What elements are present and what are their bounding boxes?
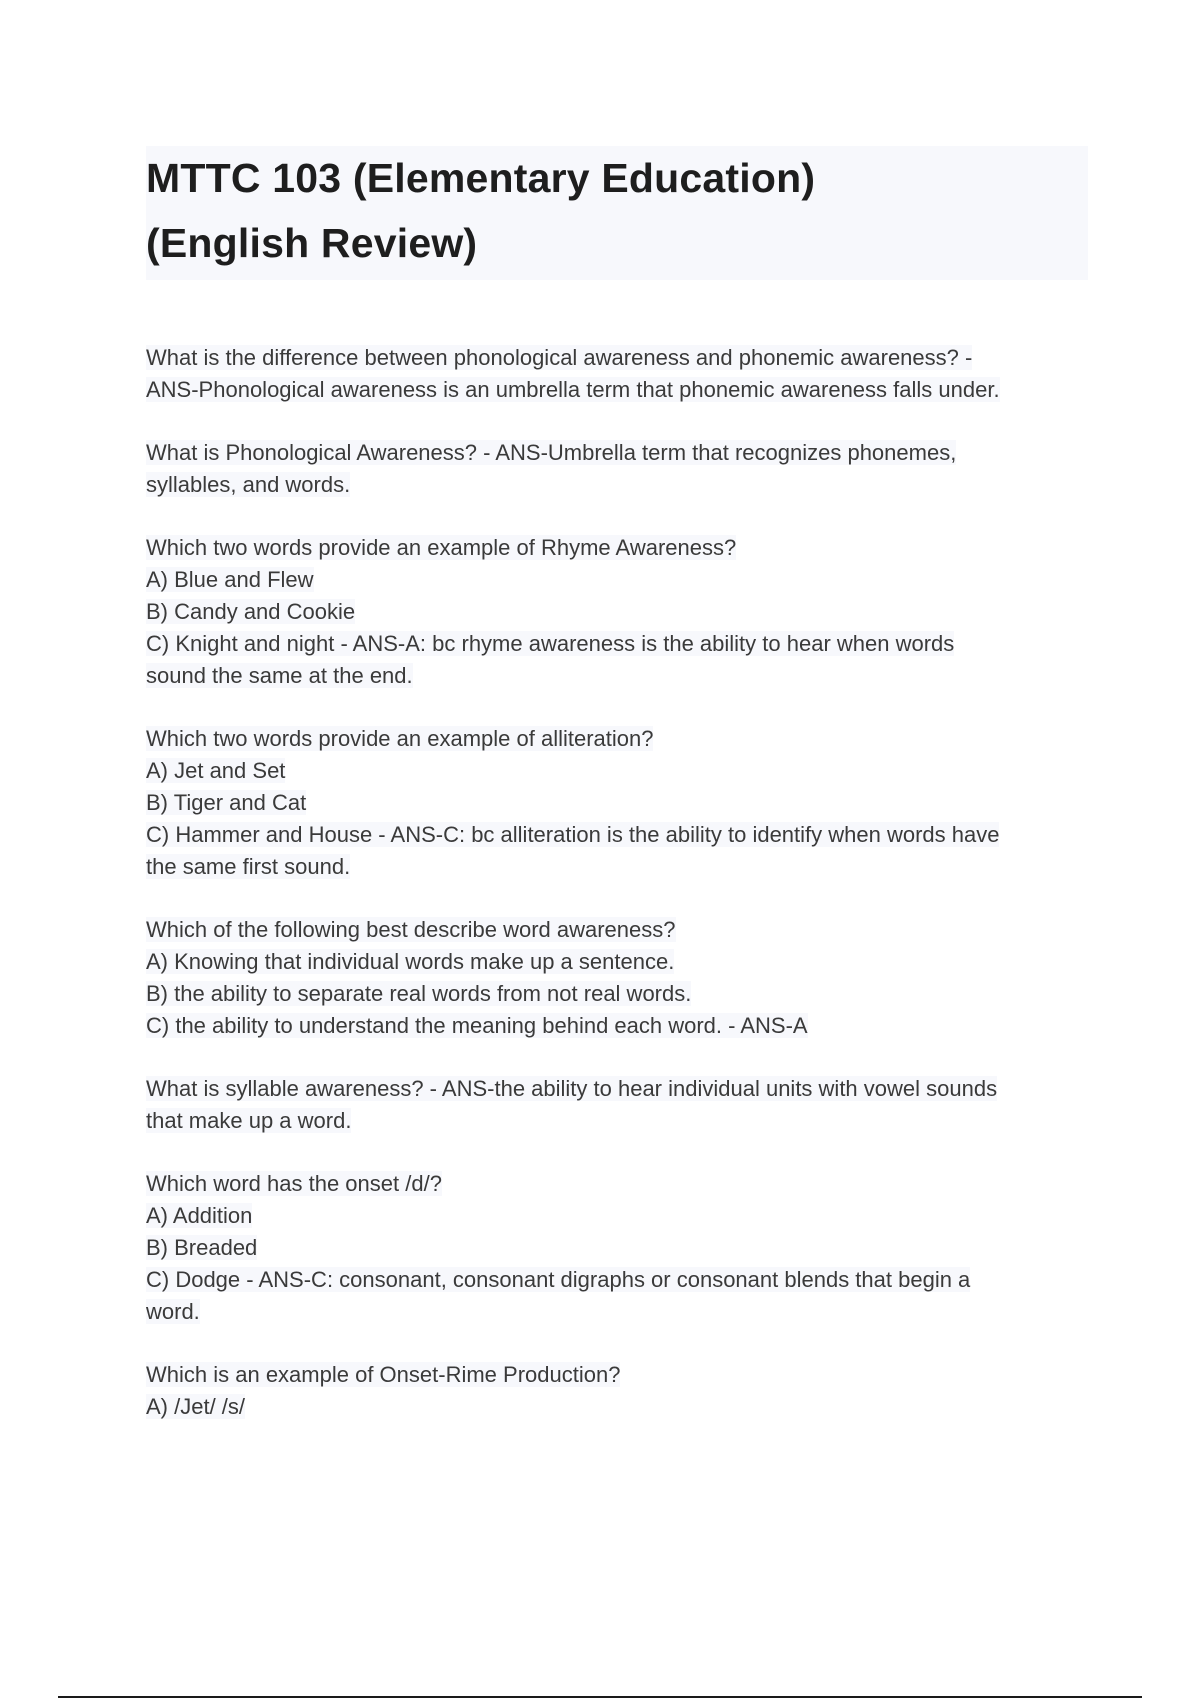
qa-line xyxy=(146,914,1096,946)
qa-line xyxy=(146,532,1096,564)
page-title-line-1: MTTC 103 (Elementary Education) xyxy=(146,155,816,201)
qa-line xyxy=(146,978,1096,1010)
qa-line xyxy=(146,1073,1096,1105)
qa-line-text: C) the ability to understand the meaning behind each word. - ANS-A xyxy=(146,1013,808,1038)
qa-line-text: the same first sound. xyxy=(146,854,351,879)
qa-line xyxy=(146,1105,1096,1137)
qa-line xyxy=(146,787,1096,819)
qa-line xyxy=(146,851,1096,883)
qa-line xyxy=(146,1296,1096,1328)
qa-block xyxy=(146,914,1096,1042)
qa-line-text: B) Candy and Cookie xyxy=(146,599,356,624)
qa-line-text: A) /Jet/ /s/ xyxy=(146,1394,246,1419)
qa-line xyxy=(146,1200,1096,1232)
qa-line xyxy=(146,564,1096,596)
qa-line xyxy=(146,374,1096,406)
qa-line-text: word. xyxy=(146,1299,200,1324)
qa-line xyxy=(146,946,1096,978)
qa-line xyxy=(146,755,1096,787)
qa-block xyxy=(146,532,1096,692)
qa-line-text: A) Knowing that individual words make up a sentence. xyxy=(146,949,675,974)
qa-line xyxy=(146,342,1096,374)
qa-line xyxy=(146,1232,1096,1264)
qa-line xyxy=(146,469,1096,501)
qa-line-text: B) Breaded xyxy=(146,1235,258,1260)
qa-line xyxy=(146,1010,1096,1042)
qa-line-text: Which word has the onset /d/? xyxy=(146,1171,442,1196)
qa-line xyxy=(146,437,1096,469)
qa-line-text: ANS-Phonological awareness is an umbrella term that phonemic awareness falls under. xyxy=(146,377,1000,402)
qa-line-text: B) Tiger and Cat xyxy=(146,790,307,815)
qa-line-text: A) Addition xyxy=(146,1203,253,1228)
qa-block xyxy=(146,1168,1096,1328)
qa-line-text: C) Hammer and House - ANS-C: bc alliteration is the ability to identify when words have xyxy=(146,822,1000,847)
qa-line xyxy=(146,628,1096,660)
qa-content xyxy=(146,342,1096,1454)
qa-line-text: Which two words provide an example of alliteration? xyxy=(146,726,654,751)
qa-line-text: that make up a word. xyxy=(146,1108,352,1133)
qa-line-text: B) the ability to separate real words from not real words. xyxy=(146,981,692,1006)
qa-block xyxy=(146,1073,1096,1137)
qa-line-text: sound the same at the end. xyxy=(146,663,413,688)
qa-line-text: What is Phonological Awareness? - ANS-Umbrella term that recognizes phonemes, xyxy=(146,440,957,465)
qa-line-text: Which of the following best describe word awareness? xyxy=(146,917,676,942)
qa-line xyxy=(146,723,1096,755)
qa-block xyxy=(146,437,1096,501)
qa-line-text: Which is an example of Onset-Rime Production? xyxy=(146,1362,621,1387)
page-title-line-2: (English Review) xyxy=(146,220,478,266)
qa-block xyxy=(146,723,1096,883)
qa-line xyxy=(146,819,1096,851)
footer-divider xyxy=(58,1696,1142,1698)
qa-line-text: C) Dodge - ANS-C: consonant, consonant digraphs or consonant blends that begin a xyxy=(146,1267,971,1292)
qa-block xyxy=(146,342,1096,406)
qa-line-text: What is the difference between phonological awareness and phonemic awareness? - xyxy=(146,345,973,370)
qa-line-text: syllables, and words. xyxy=(146,472,351,497)
qa-line xyxy=(146,660,1096,692)
qa-line-text: A) Jet and Set xyxy=(146,758,286,783)
qa-line-text: Which two words provide an example of Rhyme Awareness? xyxy=(146,535,737,560)
qa-line xyxy=(146,1168,1096,1200)
qa-line-text: What is syllable awareness? - ANS-the ability to hear individual units with vowel sounds xyxy=(146,1076,998,1101)
qa-line xyxy=(146,1359,1096,1391)
qa-line xyxy=(146,1391,1096,1423)
qa-line-text: C) Knight and night - ANS-A: bc rhyme awareness is the ability to hear when words xyxy=(146,631,955,656)
qa-line xyxy=(146,596,1096,628)
qa-block xyxy=(146,1359,1096,1423)
qa-line-text: A) Blue and Flew xyxy=(146,567,314,592)
title-block xyxy=(146,146,1088,280)
qa-line xyxy=(146,1264,1096,1296)
